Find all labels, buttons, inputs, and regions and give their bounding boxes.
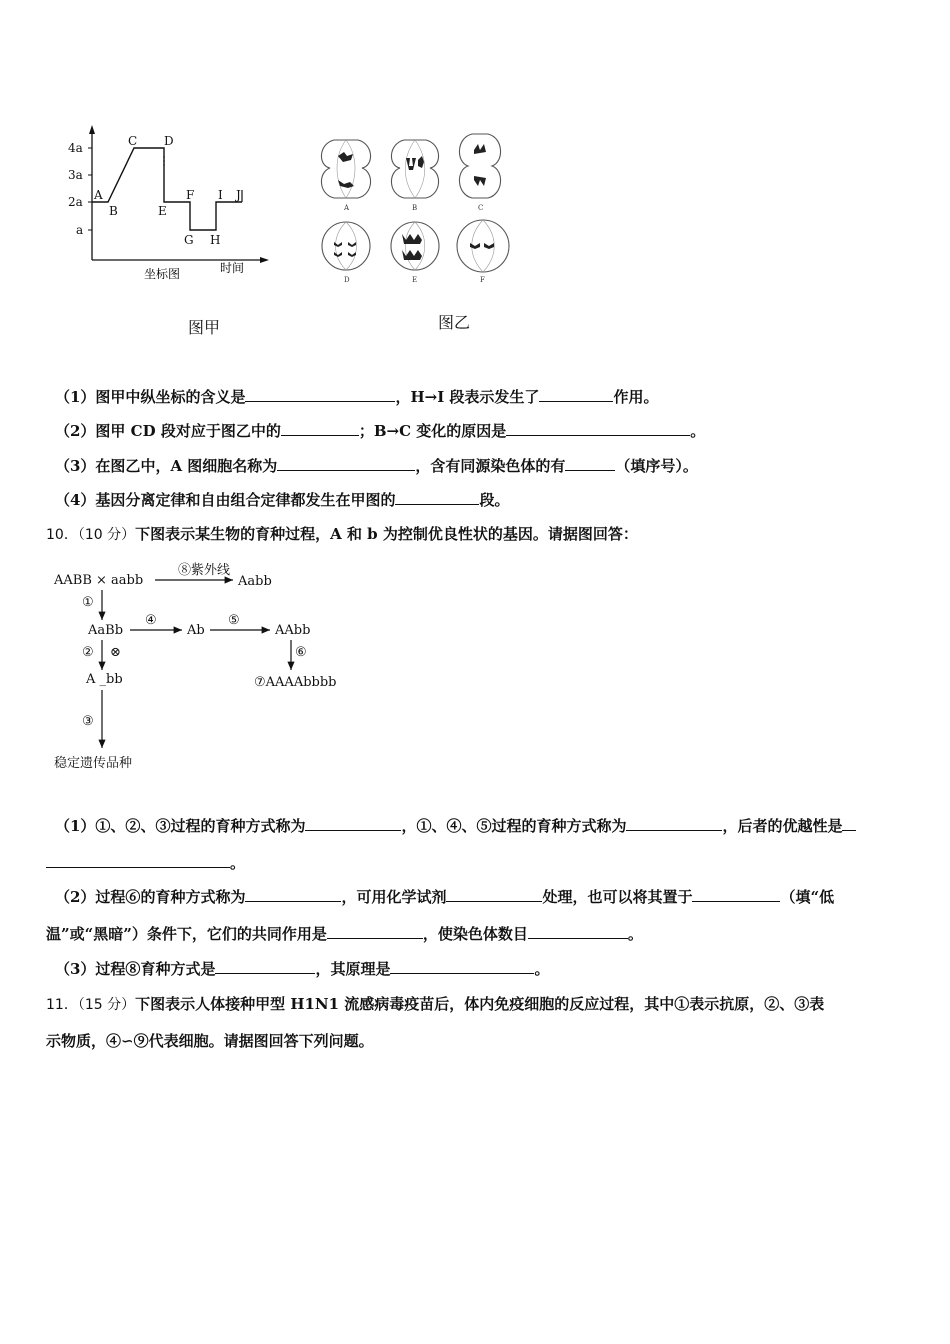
tetraploid: ⑦AAAAbbbb (254, 675, 337, 690)
step-3: ③ (82, 714, 94, 729)
point-i: I (218, 188, 223, 202)
q10-part1-cont: 。 (46, 852, 245, 873)
q10-stem: 10．（10 分）下图表示某生物的育种过程，A 和 b 为控制优良性状的基因。请据图回答： (46, 525, 638, 543)
f1-aabb: AaBb (88, 623, 124, 638)
figure-a-caption: 图甲 (188, 318, 221, 337)
point-b: B (109, 204, 118, 218)
selfing-symbol: ⊗ (110, 645, 121, 660)
q10-part2: （2）过程⑥的育种方式称为 ，可用化学试剂 处理，也可以将其置于 （填“低 (55, 888, 835, 906)
q9-part4: （4）基因分离定律和自由组合定律都发生在甲图的 段。 (55, 491, 510, 509)
blank[interactable] (390, 959, 534, 974)
uv-step: ⑧紫外线 (178, 563, 231, 578)
a-bb: A _bb (86, 672, 123, 687)
q10-part3: （3）过程⑧育种方式是 ，其原理是 。 (55, 960, 550, 978)
blank[interactable] (327, 924, 423, 939)
blank[interactable] (626, 816, 722, 831)
blank[interactable] (692, 887, 780, 902)
point-d: D (164, 134, 174, 148)
point-f: F (186, 188, 195, 202)
y-tick-a: a (76, 223, 84, 237)
cell-e-label: E (412, 276, 418, 284)
cell-a (321, 140, 370, 212)
parents: AABB × aabb (54, 573, 144, 588)
y-tick-3a: 3a (68, 168, 83, 182)
y-tick-4a: 4a (68, 141, 83, 155)
stable-variety: 稳定遗传品种 (54, 756, 133, 771)
point-c: C (128, 134, 138, 148)
cell-c (459, 134, 500, 212)
q9-part2: （2）图甲 CD 段对应于图乙中的 ；B→C 变化的原因是 。 (55, 422, 706, 440)
breeding-diagram (50, 560, 350, 775)
doubled-aabb: AAbb (275, 623, 311, 638)
mutant-aabb: Aabb (238, 574, 272, 589)
q10-part2-cont: 温”或“黑暗”）条件下，它们的共同作用是 ，使染色体数目 。 (46, 925, 643, 943)
cell-d (322, 222, 370, 284)
q9-part1: （1）图甲中纵坐标的含义是 ，H→I 段表示发生了 作用。 (55, 388, 659, 406)
figure-b-caption: 图乙 (438, 313, 471, 332)
step-4: ④ (145, 613, 157, 628)
blank[interactable] (277, 456, 415, 471)
blank[interactable] (245, 387, 395, 402)
q9-part3: （3）在图乙中，A 图细胞名称为 ，含有同源染色体的有 （填序号）。 (55, 457, 698, 475)
step-2: ② (82, 645, 94, 660)
cell-f (457, 220, 509, 284)
blank[interactable] (215, 959, 315, 974)
cell-c-label: C (478, 204, 484, 212)
blank[interactable] (539, 387, 613, 402)
figure-a-graph (60, 120, 270, 290)
haploid-ab: Ab (187, 623, 205, 638)
q11-line1: 11．（15 分）下图表示人体接种甲型 H1N1 流感病毒疫苗后，体内免疫细胞的反应过程，其中①表示抗原，②、③表 (46, 995, 825, 1013)
cell-a-label: A (344, 204, 350, 212)
point-j: J (236, 188, 241, 202)
point-g: G (184, 233, 194, 247)
point-a: A (94, 188, 103, 202)
cell-b-label: B (412, 204, 418, 212)
blank[interactable] (46, 853, 230, 868)
q11-line2: 示物质，④∽⑨代表细胞。请据图回答下列问题。 (46, 1032, 374, 1050)
blank[interactable] (305, 816, 401, 831)
blank[interactable] (245, 887, 341, 902)
step-5: ⑤ (228, 613, 240, 628)
point-h: H (210, 233, 221, 247)
blank[interactable] (528, 924, 628, 939)
x-axis-label: 时间 (220, 261, 245, 275)
q10-part1: （1）①、②、③过程的育种方式称为 ，①、④、⑤过程的育种方式称为 ，后者的优越性是 (55, 815, 856, 836)
point-e: E (158, 204, 167, 218)
blank[interactable] (395, 490, 479, 505)
blank[interactable] (506, 421, 690, 436)
figure-b-cells (320, 128, 520, 288)
blank[interactable] (565, 456, 615, 471)
cell-f-label: F (480, 276, 485, 284)
step-6: ⑥ (295, 645, 307, 660)
blank[interactable] (281, 421, 359, 436)
step-1: ① (82, 595, 94, 610)
cell-e (391, 222, 439, 284)
y-tick-2a: 2a (68, 195, 83, 209)
blank[interactable] (842, 816, 856, 831)
axis-title: 坐标图 (144, 267, 181, 281)
cell-d-label: D (344, 276, 350, 284)
cell-b (391, 140, 438, 212)
blank[interactable] (446, 887, 542, 902)
